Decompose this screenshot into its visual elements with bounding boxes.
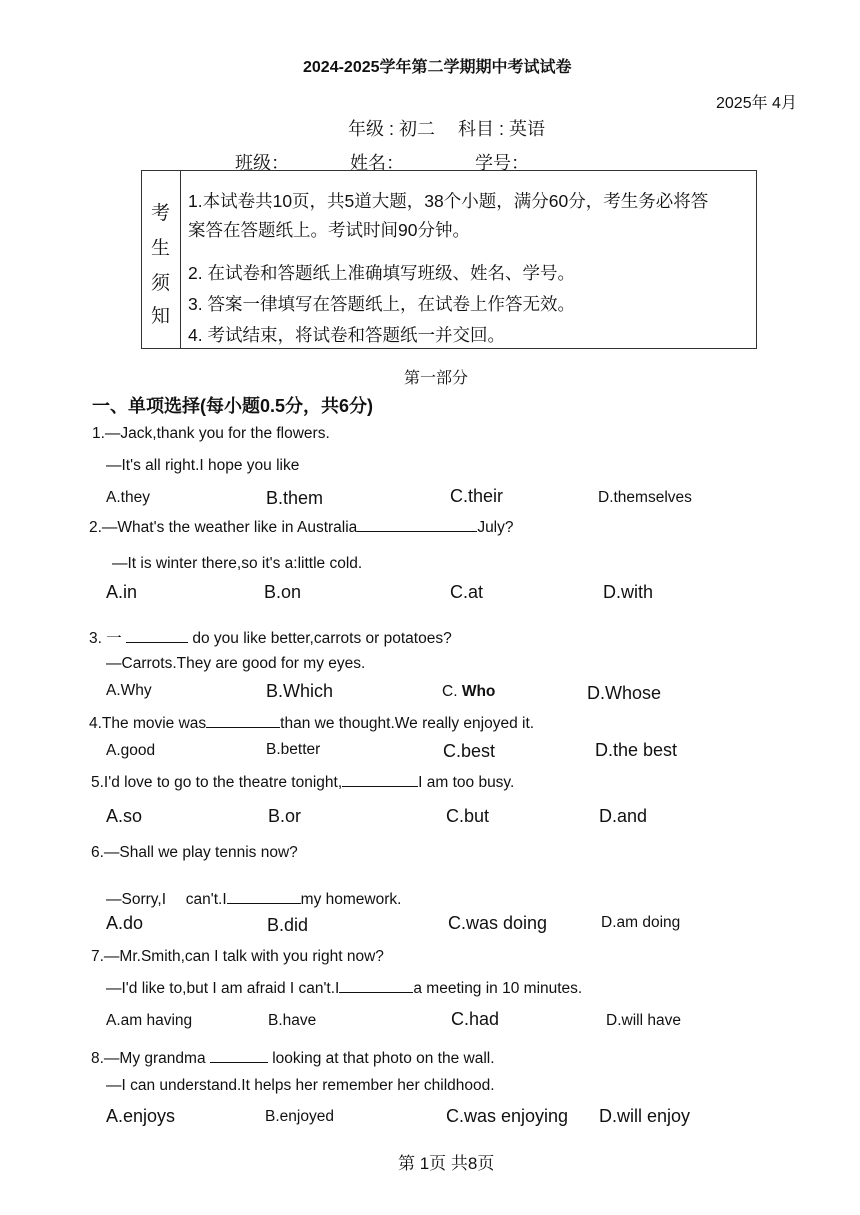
question-5-text-b: I am too busy.	[418, 774, 515, 791]
question-1-line: 1.—Jack,thank you for the flowers.	[92, 425, 330, 442]
student-id-field-label: 学号：	[475, 153, 529, 173]
question-6-option-d: D.am doing	[601, 914, 681, 931]
question-3-line: —Carrots.They are good for my eyes.	[106, 655, 366, 672]
question-6-option-a: A.do	[106, 913, 144, 933]
section-title: 一、单项选择(每小题0.5分，共6分)	[92, 396, 374, 416]
grade-subject: 年级 : 初二 科目 : 英语	[348, 119, 546, 139]
notice-label	[142, 171, 181, 348]
exam-date: 2025年 4月	[716, 95, 797, 112]
question-5-option-c: C.but	[446, 806, 490, 826]
question-3-text-a: 3. 一	[89, 630, 122, 647]
question-5-text-a: 5.I'd love to go to the theatre tonight,	[91, 774, 343, 791]
question-7-option-b: B.have	[268, 1012, 317, 1029]
question-3-option-b: B.Which	[266, 681, 334, 701]
answer-blank	[126, 642, 188, 643]
question-3-option-d: D.Whose	[587, 683, 662, 703]
question-1-option-c: C.their	[450, 486, 504, 506]
question-8-text-b: looking at that photo on the wall.	[272, 1050, 495, 1067]
answer-blank	[227, 903, 301, 904]
question-2-line: —It is winter there,so it's a:little cold.	[112, 555, 363, 572]
question-3-option-c-word: Who	[461, 683, 496, 700]
question-5-line	[91, 774, 514, 792]
answer-blank	[357, 531, 477, 532]
question-4-option-b: B.better	[266, 741, 321, 758]
question-7-option-d: D.will have	[606, 1012, 681, 1029]
question-3-option-a: A.Why	[106, 682, 152, 699]
notice-label-char: 知	[151, 306, 171, 327]
question-6-option-b: B.did	[267, 915, 309, 935]
question-5-option-d: D.and	[599, 806, 648, 826]
question-1-option-d: D.themselves	[598, 489, 692, 506]
question-6-text-a: —Sorry,I can't.I	[106, 891, 227, 908]
answer-blank	[206, 727, 280, 728]
question-7-option-c: C.had	[451, 1009, 500, 1029]
question-7-text-a: —I'd like to,but I am afraid I can't.I	[106, 980, 340, 997]
question-7-line: 7.—Mr.Smith,can I talk with you right now?	[91, 948, 384, 965]
question-5-option-b: B.or	[268, 806, 302, 826]
question-8-option-d: D.will enjoy	[599, 1106, 691, 1126]
question-4-text-b: than we thought.We really enjoyed it.	[280, 715, 535, 732]
exam-notice-box	[141, 170, 757, 349]
question-4-text-a: 4.The movie was	[89, 715, 207, 732]
notice-line: 1.本试卷共10页，共5道大题，38个小题，满分60分，考生务必将答	[188, 191, 709, 211]
question-8-option-a: A.enjoys	[106, 1106, 176, 1126]
question-1-line: —It's all right.I hope you like	[106, 457, 300, 474]
notice-line: 2. 在试卷和答题纸上准确填写班级、姓名、学号。	[188, 263, 575, 283]
notice-label-char: 须	[151, 273, 171, 294]
question-4-line	[89, 715, 534, 733]
question-8-line: —I can understand.It helps her remember her childhood.	[106, 1077, 495, 1094]
question-7-text-b: a meeting in 10 minutes.	[413, 980, 583, 997]
question-4-option-a: A.good	[106, 742, 156, 759]
question-8-option-b: B.enjoyed	[265, 1108, 334, 1125]
question-6-line	[106, 887, 401, 909]
question-7-option-a: A.am having	[106, 1012, 193, 1029]
page-footer: 第 1页 共8页	[398, 1154, 495, 1173]
answer-blank	[339, 992, 413, 993]
class-field-label: 班级：	[235, 153, 289, 173]
question-2-text-a: 2.—What's the weather like in Australia	[89, 519, 358, 536]
part-title: 第一部分	[404, 370, 469, 387]
question-6-line: 6.—Shall we play tennis now?	[91, 844, 298, 861]
answer-blank	[342, 786, 418, 787]
notice-line: 案答在答题纸上。考试时间90分钟。	[188, 220, 470, 240]
question-7-line	[106, 980, 582, 998]
question-2-line	[89, 519, 514, 537]
question-3-line	[89, 626, 452, 648]
question-1-option-b: B.them	[266, 488, 324, 508]
question-8-line	[91, 1050, 495, 1068]
notice-label-char: 生	[151, 238, 171, 259]
question-3-option-c	[442, 683, 495, 701]
question-4-option-d: D.the best	[595, 740, 678, 760]
question-1-option-a: A.they	[106, 489, 150, 506]
question-2-option-c: C.at	[450, 582, 484, 602]
answer-blank	[210, 1062, 268, 1063]
question-6-option-c: C.was doing	[448, 913, 548, 933]
exam-title: 2024-2025学年第二学期期中考试试卷	[303, 59, 572, 76]
question-2-option-b: B.on	[264, 582, 302, 602]
notice-label-char: 考	[151, 203, 171, 224]
question-5-option-a: A.so	[106, 806, 143, 826]
question-3-text-b: do you like better,carrots or potatoes?	[192, 630, 452, 647]
question-4-option-c: C.best	[443, 741, 496, 761]
question-2-text-b: July?	[477, 519, 514, 536]
question-8-text-a: 8.—My grandma	[91, 1050, 206, 1067]
notice-line: 4. 考试结束，将试卷和答题纸一并交回。	[188, 325, 505, 345]
question-8-option-c: C.was enjoying	[446, 1106, 569, 1126]
notice-line: 3. 答案一律填写在答题纸上，在试卷上作答无效。	[188, 294, 575, 314]
question-3-option-c-letter: C.	[442, 683, 458, 700]
question-2-option-a: A.in	[106, 582, 138, 602]
name-field-label: 姓名：	[350, 153, 404, 173]
question-2-option-d: D.with	[603, 582, 654, 602]
question-6-text-b: my homework.	[300, 891, 402, 908]
